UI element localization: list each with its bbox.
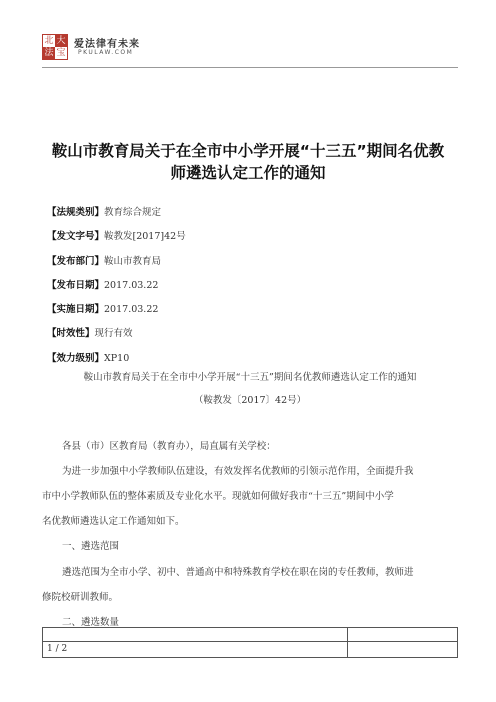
page-number: 1 / 2	[47, 644, 68, 654]
brand-slogan: 爱法律有未来	[74, 39, 140, 50]
title-line: 鞍山市教育局关于在全市中小学开展“十三五”期间名优教	[51, 142, 445, 160]
logo-char: 大	[56, 36, 66, 46]
document-header	[42, 34, 458, 64]
paragraph-line: 修院校研训教师。	[42, 592, 119, 603]
meta-category: 【法规类别】教育综合规定	[47, 207, 162, 218]
header-divider	[42, 67, 458, 68]
pkulaw-logo	[42, 34, 68, 60]
page-footer	[42, 641, 458, 658]
footer-table-top	[42, 627, 458, 641]
paragraph-line: 为进一步加强中小学教师队伍建设，有效发挥名优教师的引领示范作用，全面提升我	[62, 466, 414, 477]
meta-level: 【效力级别】XP10	[47, 352, 130, 364]
brand-url: PKULAW.COM	[78, 49, 134, 56]
body-doc-number: （鞍教发〔2017〕42号）	[193, 395, 307, 406]
meta-department: 【发布部门】鞍山市教育局	[47, 255, 162, 267]
document-title	[42, 140, 454, 184]
meta-validity: 【时效性】现行有效	[47, 328, 133, 340]
paragraph-line: 名优教师遴选认定工作通知如下。	[42, 516, 185, 527]
body-doc-title: 鞍山市教育局关于在全市中小学开展“十三五”期间名优教师遴选认定工作的通知	[83, 372, 417, 383]
title-line: 师遴选认定工作的通知	[170, 164, 326, 182]
meta-effective-date: 【实施日期】2017.03.22	[47, 304, 159, 316]
logo-char: 法	[44, 48, 54, 58]
logo-char: 宝	[56, 48, 66, 58]
paragraph-line: 遴选范围为全市小学、初中、普通高中和特殊教育学校在职在岗的专任教师，教师进	[62, 567, 414, 578]
section-heading: 一、遴选范围	[62, 541, 120, 552]
meta-publish-date: 【发布日期】2017.03.22	[47, 279, 159, 291]
paragraph-line: 市中小学教师队伍的整体素质及专业化水平。现就如何做好我市“十三五”期间中小学	[42, 491, 394, 502]
salutation: 各县（市）区教育局（教育办），局直属有关学校：	[62, 441, 276, 452]
meta-doc-number: 【发文字号】鞍教发[2017]42号	[47, 231, 186, 243]
metadata-block	[47, 206, 457, 376]
section-heading: 二、遴选数量	[62, 617, 120, 628]
logo-char: 北	[44, 36, 54, 46]
